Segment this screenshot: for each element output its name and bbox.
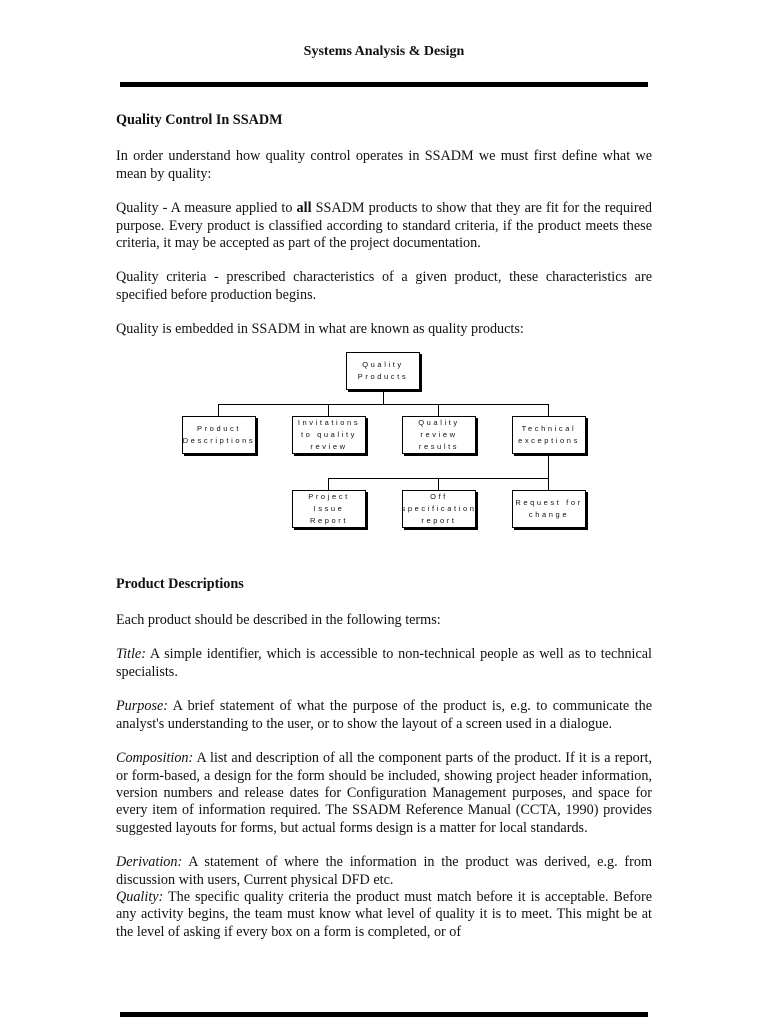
box-technical-exceptions: Technical exceptions xyxy=(512,416,586,454)
section-heading-product-descriptions: Product Descriptions xyxy=(116,575,244,592)
paragraph-quality-criteria: Quality criteria - prescribed characteristics of a given product, these characteristics are specified before production begins. xyxy=(116,269,652,303)
term-composition-text: A list and description of all the component parts of the product. If it is a report, or form-based, a design for the form should be included, showing project header information, version numbers and release dates for Configuration Management purposes, and space for every item of information required. The SSADM Reference Manual (CCTA, 1990) provides suggested layouts for forms, but actual forms design is a matter for local standards. xyxy=(116,750,652,836)
term-quality-text: The specific quality criteria the product must match before it is acceptable. Before any activity begins, the team must know what level of quality it is to meet. This might be at the level of asking if every box on a form is completed, or of xyxy=(116,888,652,940)
section-heading-quality-control: Quality Control In SSADM xyxy=(116,112,283,128)
connector-level1-drop-4 xyxy=(548,404,549,416)
connector-level1-bar xyxy=(218,404,548,405)
box-review-results: Quality review results xyxy=(402,416,476,454)
term-title-label: Title: xyxy=(116,646,146,663)
paragraph-quality-term xyxy=(116,889,652,941)
box-product-descriptions: Product Descriptions xyxy=(182,416,256,454)
term-purpose-label: Purpose: xyxy=(116,698,169,715)
term-quality-label: Quality: xyxy=(116,888,164,905)
box-quality-products: Quality Products xyxy=(346,352,420,390)
footer-rule xyxy=(120,1012,648,1017)
paragraph-derivation-term xyxy=(116,854,652,889)
page-header-title: Systems Analysis & Design xyxy=(303,44,465,59)
box-invitations-review: Invitations to quality review xyxy=(292,416,366,454)
connector-level2-drop-3 xyxy=(548,478,549,490)
quality-def-start: Quality - A measure applied to xyxy=(116,200,297,217)
paragraph-purpose-term xyxy=(116,698,652,733)
term-derivation-text: A statement of where the information in the product was derived, e.g. from discussion with users, Current physical DFD etc. xyxy=(116,854,652,888)
paragraph-terms-intro: Each product should be described in the following terms: xyxy=(116,612,441,629)
paragraph-title-term xyxy=(116,646,652,681)
box-project-issue-report: Project Issue Report xyxy=(292,490,366,528)
connector-root-stem xyxy=(383,391,384,404)
header-rule xyxy=(120,82,648,87)
connector-level1-drop-2 xyxy=(328,404,329,416)
term-title-text: A simple identifier, which is accessible to non-technical people as well as to technical specialists. xyxy=(116,646,652,680)
connector-level2-drop-1 xyxy=(328,478,329,490)
connector-level2-drop-2 xyxy=(438,478,439,490)
term-purpose-text: A brief statement of what the purpose of the product is, e.g. to communicate the analyst's understanding to the user, or to show the layout of a screen used in a dialogue. xyxy=(116,698,652,732)
term-derivation-label: Derivation: xyxy=(116,854,183,871)
box-off-specification-report: Off specification report xyxy=(402,490,476,528)
term-composition-label: Composition: xyxy=(116,750,194,767)
quality-def-bold: all xyxy=(296,200,312,217)
connector-tech-stem xyxy=(548,454,549,478)
document-body xyxy=(116,112,652,958)
quality-def-rest: SSADM products to show that they are fit for the required purpose. Every product is classified according to standard criteria, if the product meets these criteria, it may be accepted as part of the project documentation. xyxy=(116,200,652,252)
paragraph-quality-products: Quality is embedded in SSADM in what are known as quality products: xyxy=(116,321,524,338)
paragraph-composition-term xyxy=(116,750,652,837)
box-request-for-change: Request for change xyxy=(512,490,586,528)
connector-level1-drop-1 xyxy=(218,404,219,416)
quality-products-diagram xyxy=(116,350,652,540)
paragraph-quality-definition xyxy=(116,200,652,252)
paragraph-intro: In order understand how quality control operates in SSADM we must first define what we mean by quality: xyxy=(116,148,652,182)
connector-level1-drop-3 xyxy=(438,404,439,416)
